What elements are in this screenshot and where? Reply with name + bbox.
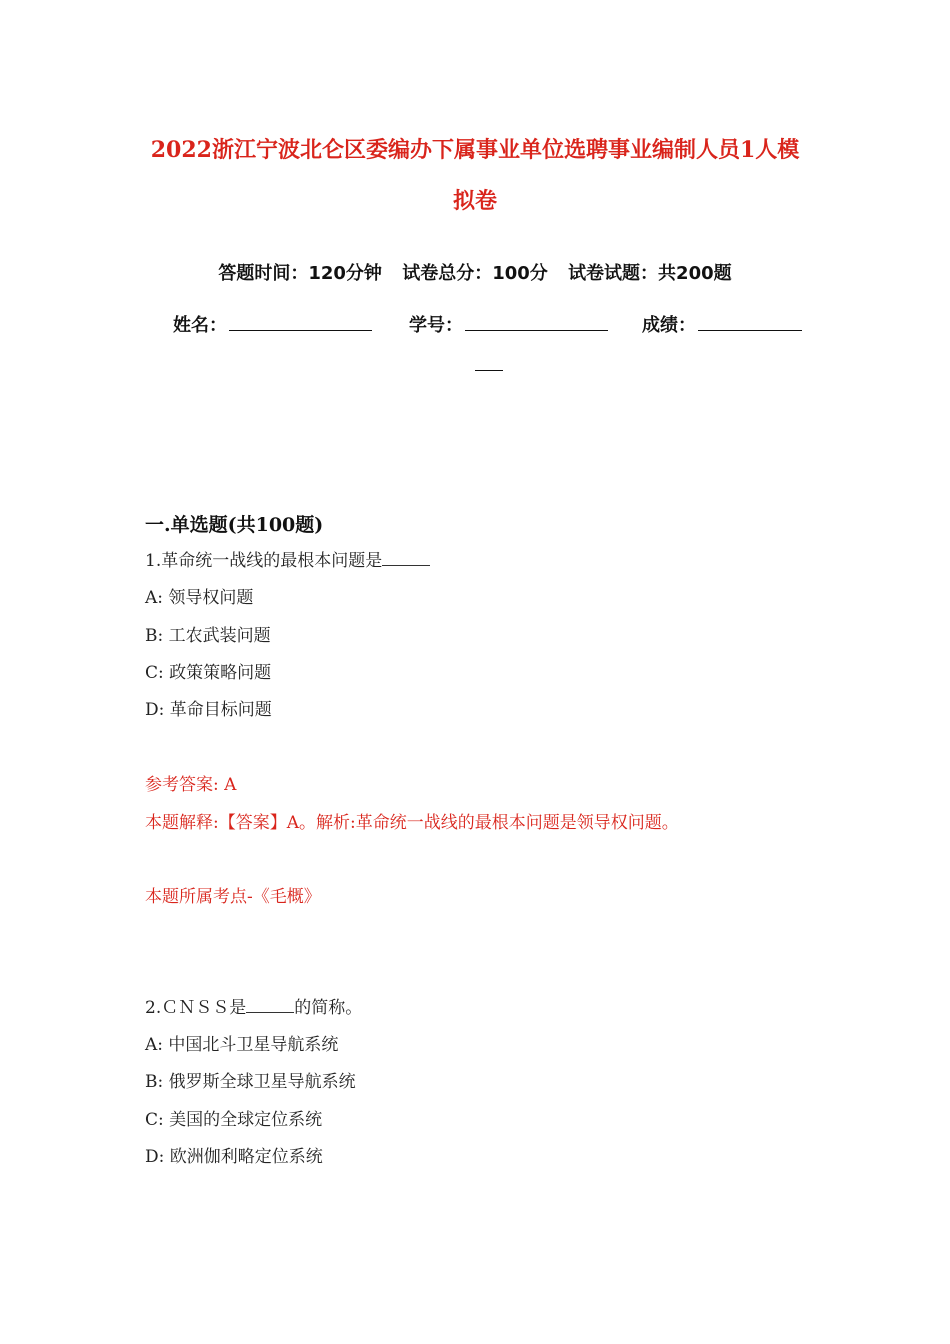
exam-title-line-2: 拟卷 [452, 188, 497, 214]
question-1-option-d: D: 革命目标问题 [145, 700, 272, 720]
score-blank [698, 312, 802, 331]
question-2-answer-blank [246, 996, 294, 1013]
score-field [642, 312, 802, 338]
question-1-stem-text: 1.革命统一战线的最根本问题是 [145, 551, 383, 571]
score-blank-continuation [475, 358, 503, 371]
question-2-option-a: A: 中国北斗卫星导航系统 [145, 1035, 339, 1055]
student-id-label: 学号： [409, 315, 463, 336]
question-1-option-b: B: 工农武装问题 [145, 626, 271, 646]
question-1-stem [145, 549, 430, 573]
name-label: 姓名： [173, 315, 227, 336]
question-1-option-c: C: 政策策略问题 [145, 663, 272, 683]
question-2-stem-text: 2.ＣＮＳＳ是 [145, 998, 247, 1018]
exam-question-count: 试卷试题：共200题 [568, 263, 732, 284]
exam-total-score: 试卷总分：100分 [402, 263, 548, 284]
question-2-option-c: C: 美国的全球定位系统 [145, 1110, 323, 1130]
question-1-explanation: 本题解释:【答案】A。解析:革命统一战线的最根本问题是领导权问题。 [145, 813, 679, 833]
exam-info-bar [0, 262, 950, 286]
name-blank [229, 312, 372, 331]
question-2-option-d: D: 欧洲伽利略定位系统 [145, 1147, 323, 1167]
question-1-answer-blank [382, 549, 430, 566]
question-2-stem [145, 996, 362, 1020]
question-2-stem-suffix: 的简称。 [294, 998, 363, 1018]
question-1-option-a: A: 领导权问题 [145, 588, 254, 608]
question-1-topic: 本题所属考点-《毛概》 [145, 887, 321, 907]
section-heading: 一.单选题(共100题) [145, 514, 324, 536]
question-2-option-b: B: 俄罗斯全球卫星导航系统 [145, 1072, 356, 1092]
exam-time: 答题时间：120分钟 [218, 263, 382, 284]
exam-title-line-1: 2022浙江宁波北仑区委编办下属事业单位选聘事业编制人员1人模 [150, 137, 800, 163]
question-1-answer: 参考答案: A [145, 775, 237, 795]
student-id-field [409, 312, 608, 338]
student-id-blank [465, 312, 608, 331]
name-field [173, 312, 372, 338]
score-label: 成绩： [642, 315, 696, 336]
